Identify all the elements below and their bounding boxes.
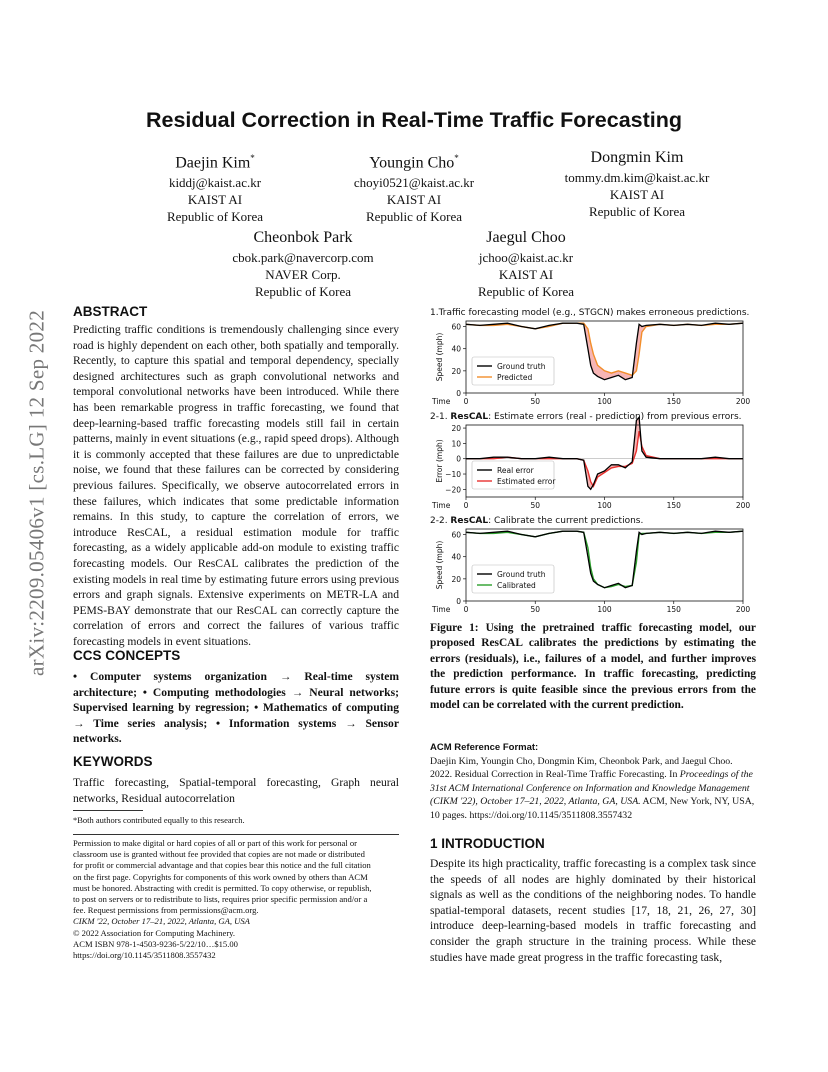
y-tick-label: 60	[451, 322, 461, 332]
acm-reference	[430, 755, 756, 822]
author-org: KAIST AI	[609, 187, 665, 202]
permission-line: must be honored. Abstracting with credit is permitted. To copy otherwise, or republish,	[73, 882, 372, 893]
chart-panel-3	[431, 529, 750, 614]
y-tick-label: 0	[456, 454, 461, 464]
x-axis-label: Time	[432, 605, 451, 614]
y-tick-label: 20	[451, 424, 461, 434]
permission-line: Permission to make digital or hard copies of all or part of this work for personal or	[73, 838, 358, 848]
panel-title-3-prefix: 2-2.	[430, 516, 451, 526]
author-name: Youngin Cho	[369, 154, 455, 172]
acm-reference-authors: Daejin Kim, Youngin Cho, Dongmin Kim, Cheonbok Park, and Jaegul Choo. 2022. Residual Correction in Real-Time Traffic Forecasting. In	[430, 756, 733, 781]
author-name: Daejin Kim	[175, 154, 251, 172]
author-block	[527, 148, 747, 220]
panel-title-1: 1.Traffic forecasting model (e.g., STGCN) makes erroneous predictions.	[430, 308, 750, 318]
panel-title-2-bold: ResCAL	[450, 412, 489, 422]
ccs-text: • Computer systems organization → Real-time system architecture; • Computing methodologies → Neural networks; Supervised learning by regression; • Mathematics of computing → Time series analysis; • Information systems → Sensor networks.	[73, 670, 399, 746]
introduction-heading: 1 INTRODUCTION	[430, 836, 545, 851]
x-axis-label: Time	[432, 501, 451, 510]
keywords-heading: KEYWORDS	[73, 754, 153, 769]
acm-reference-tail: ACM, New York, NY, USA, 10 pages. https://doi.org/10.1145/3511808.3557432	[430, 796, 755, 821]
panel-title-2-rest: : Estimate errors (real - prediction) from previous errors.	[488, 412, 742, 422]
author-country: Republic of Korea	[588, 204, 686, 219]
panel-title-2-prefix: 2-1.	[430, 412, 451, 422]
x-tick-label: 0	[463, 605, 469, 614]
x-tick-label: 50	[530, 397, 541, 406]
abstract-heading: ABSTRACT	[73, 304, 148, 319]
permission-line: CIKM '22, October 17–21, 2022, Atlanta, GA, USA	[73, 916, 250, 927]
legend-label: Ground truth	[497, 570, 546, 579]
footnote-rule	[73, 810, 143, 811]
author-email: jchoo@kaist.ac.kr	[478, 250, 574, 265]
permission-line: © 2022 Association for Computing Machinery.	[73, 927, 236, 938]
y-tick-label: −20	[445, 485, 461, 495]
legend-label: Calibrated	[497, 581, 536, 590]
x-tick-label: 200	[735, 397, 751, 406]
permission-rule	[73, 834, 399, 835]
y-tick-label: 0	[456, 389, 461, 398]
y-tick-label: 20	[451, 366, 461, 376]
y-axis-label: Error (mph)	[435, 439, 444, 483]
permission-line: to post on servers or to redistribute to lists, requires prior specific permission and/or a	[73, 894, 368, 905]
author-name: Jaegul Choo	[486, 229, 566, 246]
author-org: NAVER Corp.	[265, 267, 341, 282]
author-block	[193, 228, 413, 300]
panel-title-2	[430, 412, 742, 422]
x-tick-label: 150	[666, 397, 681, 406]
y-axis-label: Speed (mph)	[435, 332, 444, 382]
paper-title: Residual Correction in Real-Time Traffic Forecasting	[145, 108, 683, 132]
author-org: KAIST AI	[386, 192, 442, 208]
author-country: Republic of Korea	[254, 284, 352, 299]
footnote: *Both authors contributed equally to this research.	[73, 815, 245, 825]
permission-line: classroom use is granted without fee provided that copies are not made or distributed	[73, 849, 365, 860]
arxiv-id: arXiv:2209.05406v1 [cs.LG] 12 Sep 2022	[24, 309, 49, 677]
keywords-text: Traffic forecasting, Spatial-temporal forecasting, Graph neural networks, Residual autocorrelation	[73, 776, 399, 805]
author-country: Republic of Korea	[166, 209, 264, 225]
author-name: Dongmin Kim	[590, 149, 684, 166]
x-tick-label: 50	[530, 501, 541, 510]
x-tick-label: 200	[735, 605, 751, 614]
legend-label: Estimated error	[497, 477, 556, 486]
abstract-text: Predicting traffic conditions is tremendously challenging since every road is highly dependent on each other, both spatially and temporally. Recently, to capture this spatial and temporal dependency, specially designed architectures such as graph convolutional networks and temporal convolutional networks have been introduced. While there has been remarkable progress in traffic forecasting, we found that deep-learning-based traffic forecasting models still fail in certain patterns, mainly in event situations (e.g., rapid speed drops). Although it is commonly accepted that these failures are due to unpredictable noise, we found that these failures can be corrected by considering previous failures. Specifically, we observe autocorrelated errors in these failures, which indicates that some predictable information remains. In this study, to capture the correlation of errors, we introduce ResCAL, a residual estimation module for traffic forecasting, as a widely applicable add-on module to existing traffic forecasting models. Our ResCAL calibrates the prediction of the existing models in real time by estimating future errors using previous errors and graph signals. Extensive experiments on METR-LA and PEMS-BAY demonstrate that our ResCAL can correctly capture the correlation of errors and correct the failures of various traffic forecasting models in event situations.	[73, 323, 399, 648]
author-block	[304, 148, 524, 225]
x-tick-label: 150	[666, 605, 681, 614]
y-axis-label: Speed (mph)	[435, 540, 444, 590]
permission-line: on the first page. Copyrights for components of this work owned by others than ACM	[73, 871, 368, 882]
author-country: Republic of Korea	[365, 209, 463, 225]
author-email: cbok.park@navercorp.com	[232, 250, 374, 265]
panel-title-3-bold: ResCAL	[450, 516, 489, 526]
permission-line: ACM ISBN 978-1-4503-9236-5/22/10…$15.00	[73, 938, 238, 949]
x-tick-label: 100	[597, 501, 612, 510]
introduction-text: Despite its high practicality, traffic forecasting is a complex task since the speeds of all nodes are highly dominated by their historical signals as well as the conditions of the neighboring nodes. To handle spatial-temporal datasets, recent studies [17, 18, 21, 26, 27, 30] introduce deep-learning-based models in traffic forecasting and consider the graph structure in the training process. While these studies have made great progress in the traffic forecasting task,	[430, 857, 756, 964]
author-mark: *	[454, 153, 459, 163]
x-tick-label: 0	[463, 397, 469, 406]
y-tick-label: 20	[451, 574, 461, 584]
legend-label: Ground truth	[497, 362, 546, 371]
figure-svg	[428, 303, 758, 615]
chart-panel-2	[431, 417, 750, 510]
x-tick-label: 200	[735, 501, 751, 510]
arxiv-stamp	[22, 288, 52, 698]
author-block	[105, 148, 325, 225]
chart-panel-1	[431, 321, 750, 406]
y-tick-label: 60	[451, 530, 461, 540]
author-name: Cheonbok Park	[253, 229, 353, 246]
author-block	[416, 228, 636, 300]
permission-line: for profit or commercial advantage and that copies bear this notice and the full citation	[73, 860, 371, 871]
author-country: Republic of Korea	[477, 284, 575, 299]
legend-label: Predicted	[497, 373, 533, 382]
x-tick-label: 100	[597, 605, 612, 614]
ccs-heading: CCS CONCEPTS	[73, 648, 181, 663]
figure-1	[428, 303, 758, 615]
author-email: choyi0521@kaist.ac.kr	[353, 175, 475, 191]
acm-reference-heading: ACM Reference Format:	[430, 742, 539, 753]
author-email: kiddj@kaist.ac.kr	[168, 175, 262, 191]
figure-caption: Figure 1: Using the pretrained traffic forecasting model, our proposed ResCAL calibrates the predictions by estimating the errors (residuals), i.e., failures of a model, and further improves the prediction performance. In traffic forecasting, predicting future errors is quite feasible since the previous errors from the model can be correlated with the current prediction.	[430, 622, 756, 712]
x-tick-label: 0	[463, 501, 469, 510]
y-tick-label: 40	[451, 344, 461, 354]
y-tick-label: 40	[451, 552, 461, 562]
y-tick-label: −10	[445, 470, 461, 480]
y-tick-label: 0	[456, 597, 461, 606]
x-axis-label: Time	[432, 397, 451, 406]
author-org: KAIST AI	[187, 192, 243, 208]
panel-title-3	[430, 516, 643, 526]
author-mark: *	[250, 153, 255, 163]
panel-title-3-rest: : Calibrate the current predictions.	[488, 516, 644, 526]
permission-line: fee. Request permissions from permissions@acm.org.	[73, 905, 259, 916]
acm-reference-venue: Proceedings of the 31st ACM International Conference on Information and Knowledge Management (CIKM '22), October 17–21, 2022, Atlanta, GA, USA.	[430, 769, 753, 808]
legend-label: Real error	[497, 466, 534, 475]
x-tick-label: 100	[597, 397, 612, 406]
author-email: tommy.dm.kim@kaist.ac.kr	[564, 170, 710, 185]
author-org: KAIST AI	[498, 267, 554, 282]
x-tick-label: 50	[530, 605, 541, 614]
x-tick-label: 150	[666, 501, 681, 510]
y-tick-label: 10	[451, 439, 461, 449]
permission-line: https://doi.org/10.1145/3511808.3557432	[73, 950, 216, 961]
permission-block	[73, 838, 399, 961]
